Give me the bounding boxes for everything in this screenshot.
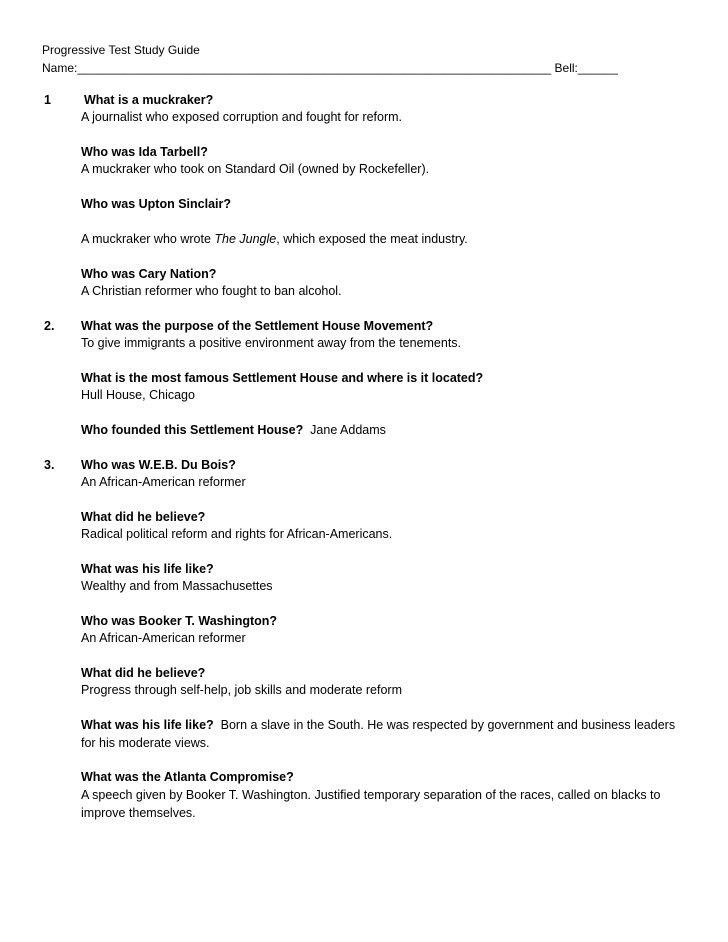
book-title: The Jungle	[214, 232, 277, 246]
answer: Progress through self-help, job skills and moderate reform	[81, 683, 402, 697]
question: Who was Ida Tarbell?	[81, 145, 208, 159]
answer: To give immigrants a positive environment away from the tenements.	[81, 336, 462, 350]
answer: A speech given by Booker T. Washington. Justified temporary separation of the races, called on blacks to improve themselves.	[81, 788, 661, 820]
question: What is the most famous Settlement House and where is it located?	[81, 371, 484, 385]
answer: A Christian reformer who fought to ban alcohol.	[81, 284, 342, 298]
question: Who was Upton Sinclair?	[81, 197, 232, 211]
question: What was the purpose of the Settlement House Movement?	[81, 319, 434, 333]
question-text: Who founded this Settlement House?	[81, 423, 304, 437]
question: What is a muckraker?	[84, 93, 214, 107]
answer: A journalist who exposed corruption and fought for reform.	[81, 110, 403, 124]
question: What did he believe?	[81, 666, 206, 680]
question-with-answer	[81, 423, 386, 438]
answer	[81, 232, 468, 247]
name-bell-line: Name:_______________________________________________________________________ Bell:______	[42, 61, 618, 75]
question-with-answer	[81, 716, 681, 752]
question: Who was W.E.B. Du Bois?	[81, 458, 236, 472]
answer: An African-American reformer	[81, 475, 246, 489]
answer: Hull House, Chicago	[81, 388, 195, 402]
answer: Born a slave in the South. He was respected by government and business leaders for his moderate views.	[81, 718, 676, 750]
answer: Jane Addams	[310, 423, 386, 437]
question-text: What was his life like?	[81, 718, 214, 732]
section-number: 3.	[44, 458, 55, 472]
question: What did he believe?	[81, 510, 206, 524]
answer: An African-American reformer	[81, 631, 246, 645]
answer: Wealthy and from Massachusettes	[81, 579, 273, 593]
answer-text: , which exposed the meat industry.	[276, 232, 468, 246]
question: Who was Cary Nation?	[81, 267, 217, 281]
section-number: 2.	[44, 319, 55, 333]
question: What was his life like?	[81, 562, 214, 576]
document-title: Progressive Test Study Guide	[42, 43, 200, 57]
answer: Radical political reform and rights for African-Americans.	[81, 527, 393, 541]
question: Who was Booker T. Washington?	[81, 614, 278, 628]
question: What was the Atlanta Compromise?	[81, 770, 294, 784]
answer: A muckraker who took on Standard Oil (owned by Rockefeller).	[81, 162, 430, 176]
section-number: 1	[44, 93, 51, 107]
answer-text: A muckraker who wrote	[81, 232, 215, 246]
